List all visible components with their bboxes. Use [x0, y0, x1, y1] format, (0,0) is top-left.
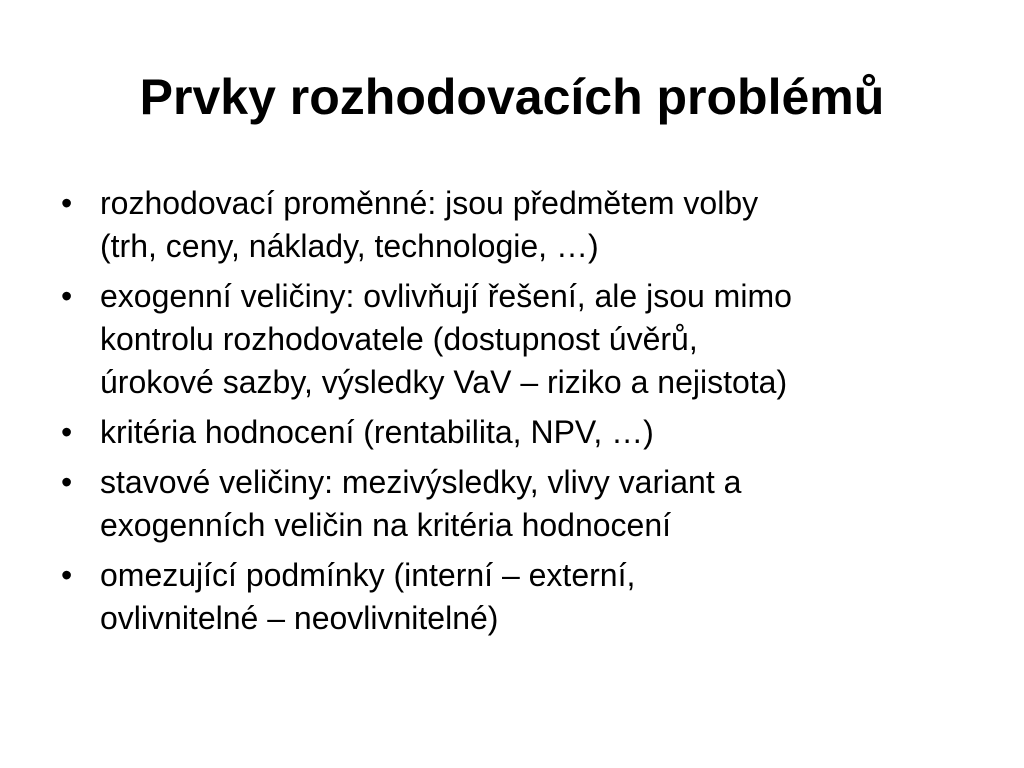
bullet-text-line: kontrolu rozhodovatele (dostupnost úvěrů,	[100, 321, 698, 357]
bullet-text-line: ovlivnitelné – neovlivnitelné)	[100, 600, 499, 636]
bullet-text-line: úrokové sazby, výsledky VaV – riziko a nejistota)	[100, 364, 788, 400]
bullet-dot-icon: •	[61, 464, 73, 500]
bullet-text-line: exogenních veličin na kritéria hodnocení	[100, 507, 672, 543]
bullet-dot-icon: •	[61, 557, 73, 593]
bullet-text-line: (trh, ceny, náklady, technologie, …)	[100, 228, 599, 264]
bullet-text-line: kritéria hodnocení (rentabilita, NPV, …)	[100, 414, 654, 450]
slide-title: Prvky rozhodovacích problémů	[139, 69, 885, 125]
bullet-text-line: omezující podmínky (interní – externí,	[100, 557, 636, 593]
bullet-dot-icon: •	[61, 414, 73, 450]
bullet-text-line: rozhodovací proměnné: jsou předmětem volby	[100, 185, 759, 221]
bullet-item-decision-variables	[58, 182, 998, 268]
bullet-item-constraints	[58, 554, 998, 640]
bullet-dot-icon: •	[61, 278, 73, 314]
bullet-text-line: stavové veličiny: mezivýsledky, vlivy variant a	[100, 464, 742, 500]
bullet-item-exogenous-variables	[58, 275, 998, 404]
bullet-item-evaluation-criteria	[58, 411, 998, 454]
bullet-item-state-variables	[58, 461, 998, 547]
bullet-dot-icon: •	[61, 185, 73, 221]
bullet-text-line: exogenní veličiny: ovlivňují řešení, ale jsou mimo	[100, 278, 792, 314]
bullet-list	[58, 182, 998, 647]
